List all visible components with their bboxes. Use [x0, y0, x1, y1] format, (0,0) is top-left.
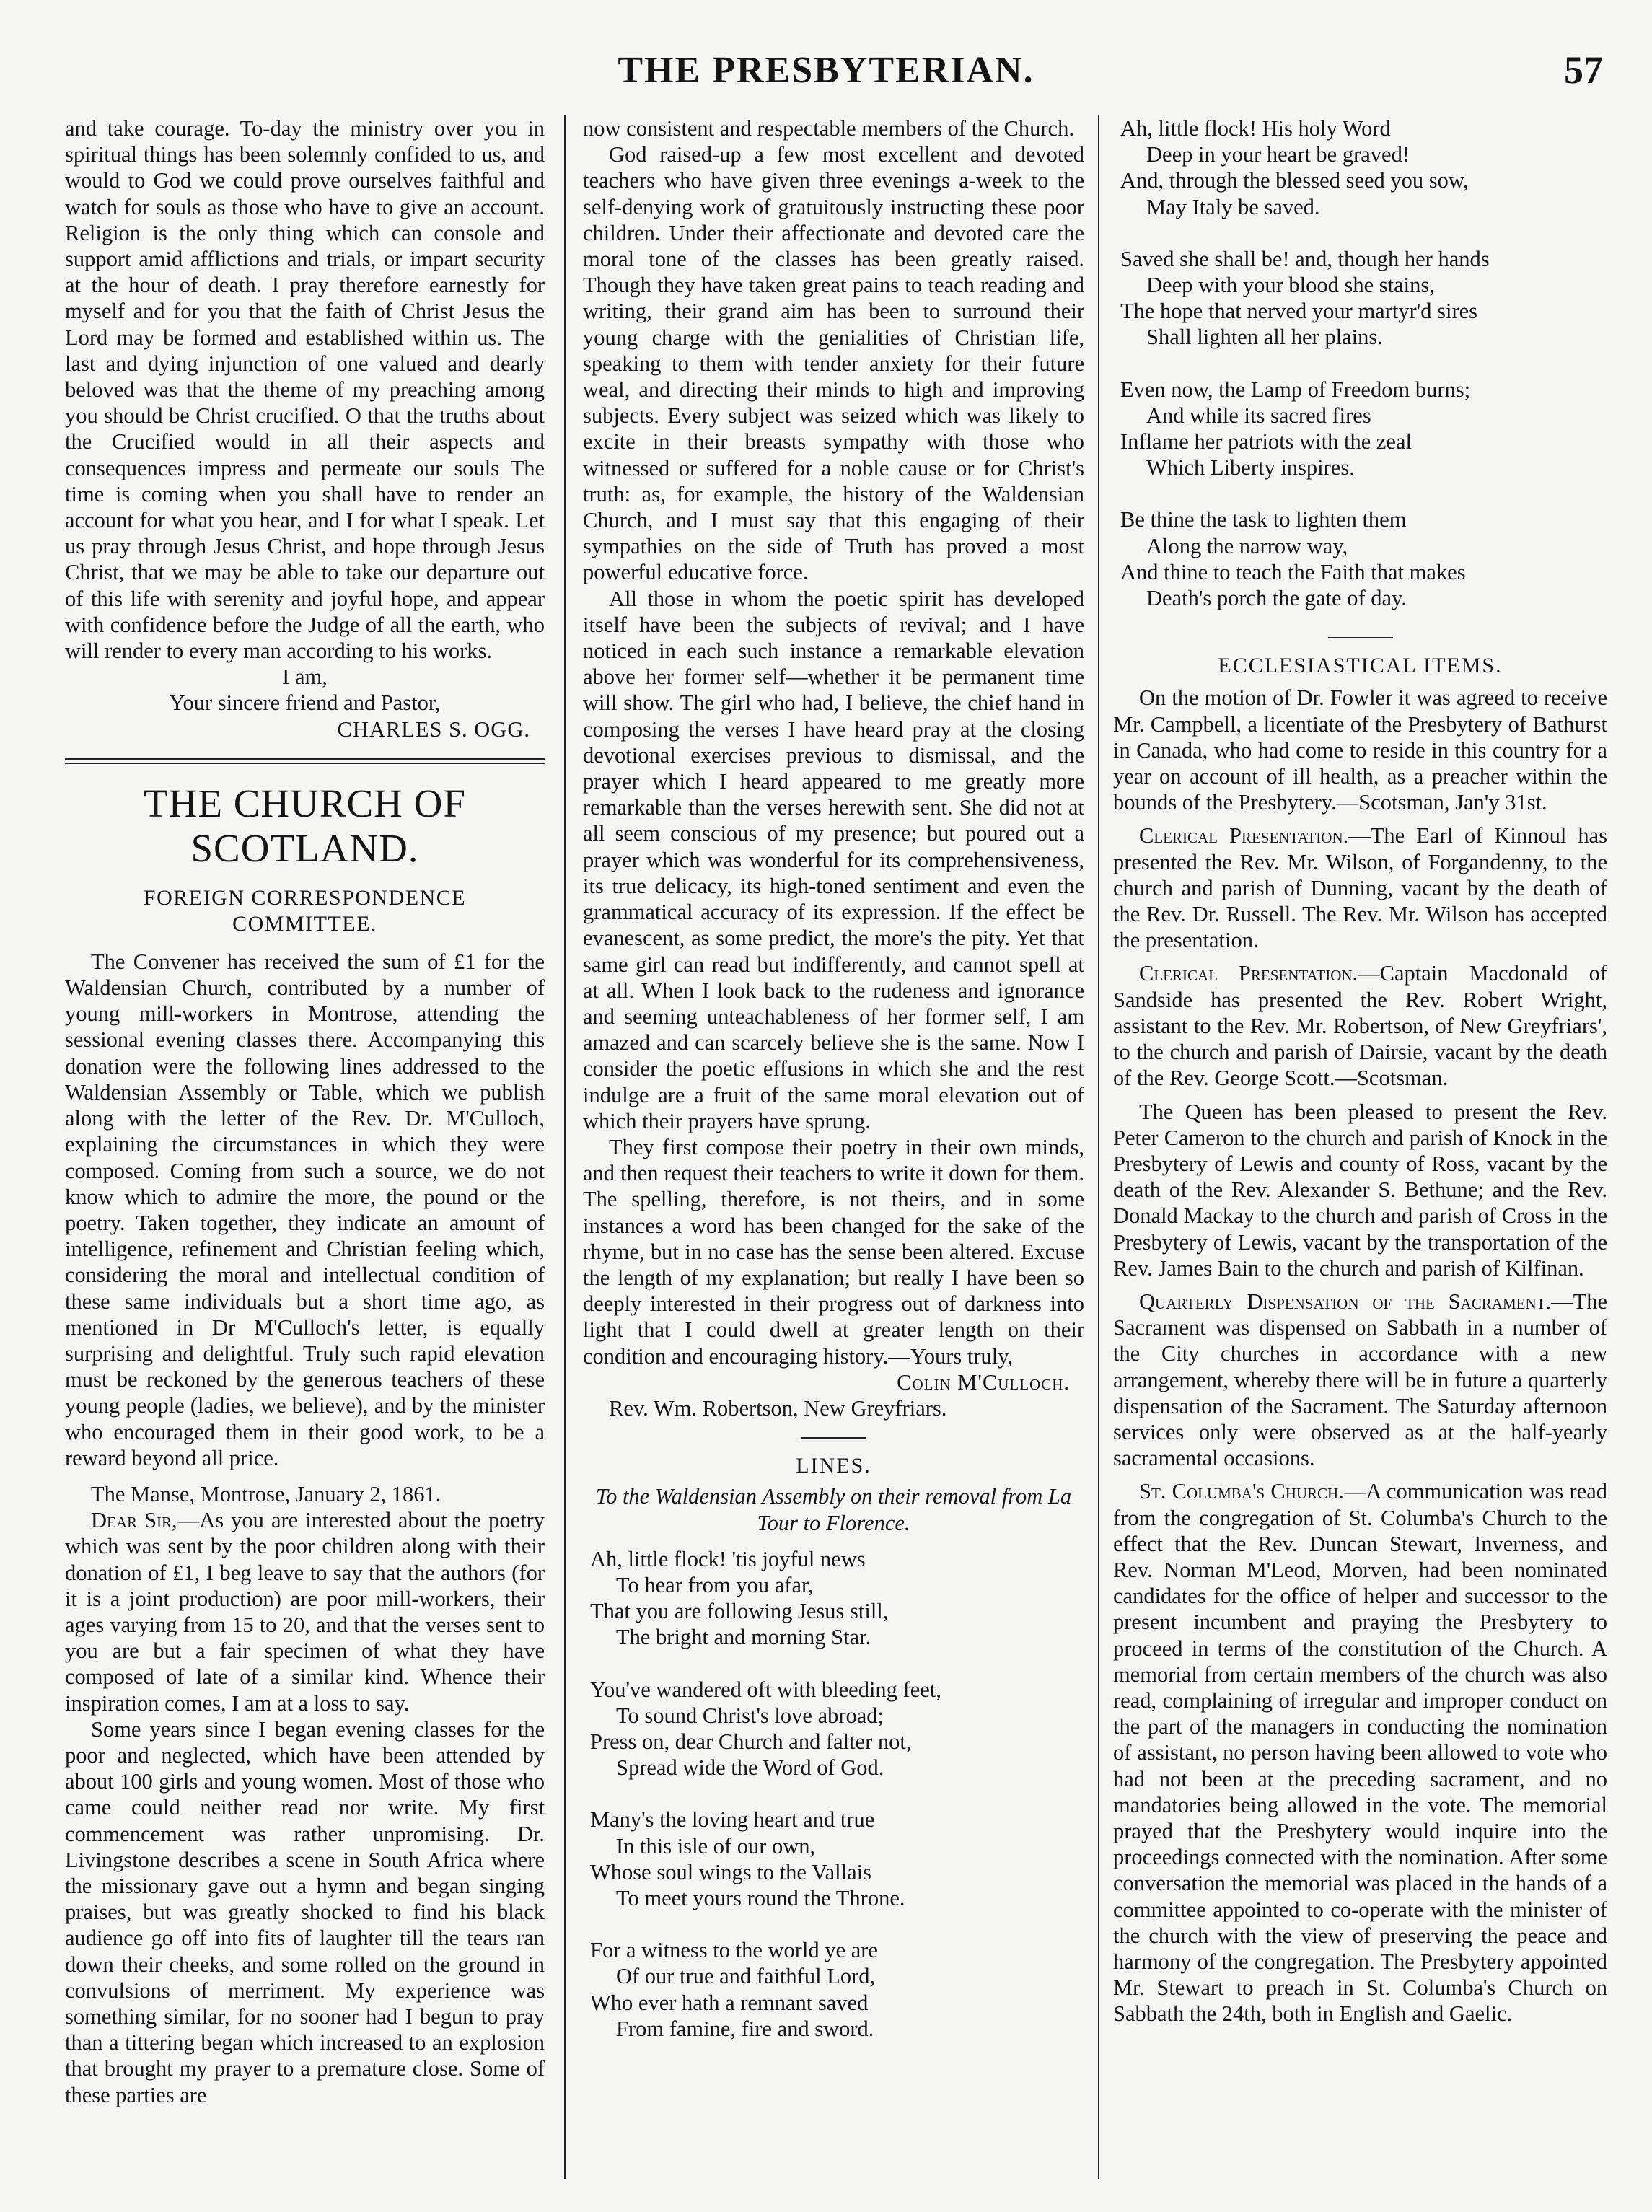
letter-paragraph: Some years since I began evening classes for the poor and neglected, which have been attended by about 100 girls and young women. Most of those who came could neither read nor write. My first commencement was rather unpromising. Dr. Livingstone describes a scene in South Africa where the missionary gave out a hymn and began singing praises, but was greatly shocked to find his black audience go off into fits of laughter till the tears ran down their cheeks, and some rolled on the ground in convulsions of merriment. My experience was something similar, for no sooner had I begun to pray than a tittering began which increased to an explosion that brought my prayer to a premature close. Some of these parties are — [65, 1716, 545, 2107]
poem-line: Which Liberty inspires. — [1146, 455, 1355, 480]
section-title: THE CHURCH OF SCOTLAND. — [144, 781, 466, 870]
poem-line: In this isle of our own, — [616, 1833, 816, 1858]
poem-stanza — [1120, 246, 1607, 351]
poem-subtitle: To the Waldensian Assembly on their removal from La Tour to Florence. — [595, 1484, 1072, 1535]
poem-stanza — [590, 1807, 1084, 1911]
item-text: —The Earl of Kinnoul has presented the Rev. Mr. Wilson, of Forgandenny, to the church and parish of Dunning, vacant by the death of the Rev. Dr. Russell. The Rev. Mr. Wilson has accepted the presentation. — [1113, 823, 1607, 953]
poem-stanza — [590, 1937, 1084, 2042]
page-header — [0, 36, 1652, 94]
poem-line: Of our true and faithful Lord, — [616, 1964, 876, 1989]
poem-line: To hear from you afar, — [616, 1572, 814, 1597]
poem-line: To sound Christ's love abroad; — [616, 1703, 884, 1728]
poem-line: And thine to teach the Faith that makes — [1120, 559, 1466, 584]
poem-stanza — [1120, 115, 1607, 220]
poem-line: Be thine the task to lighten them — [1120, 507, 1407, 532]
poem-line: You've wandered oft with bleeding feet, — [590, 1677, 941, 1702]
item-heading: Clerical Presentation. — [1139, 961, 1358, 986]
poem-line: Death's porch the gate of day. — [1146, 586, 1407, 611]
poem-line: Inflame her patriots with the zeal — [1120, 429, 1412, 455]
poem-stanza — [1120, 377, 1607, 481]
news-item — [1113, 1478, 1607, 2027]
column-1 — [65, 115, 545, 2108]
news-item: The Queen has been pleased to present the Rev. Peter Cameron to the church and parish of Knock in the Presbytery of Lewis and county of Ross, vacant by the death of the Rev. Alexander S. Bethune; and the Rev. Donald Mackay to the church and parish of Cross in the Presbytery of Lewis, vacant by the transportation of the Rev. James Bain to the church and parish of Kilfinan. — [1113, 1099, 1607, 1281]
column-2 — [583, 115, 1084, 2068]
letter-paragraph: now consistent and respectable members of the Church. — [583, 116, 1074, 141]
letter-signature: Colin M'Culloch. — [897, 1369, 1070, 1395]
column-3 — [1113, 115, 1607, 2027]
letter-dateline: The Manse, Montrose, January 2, 1861. — [91, 1481, 441, 1506]
poem-line: The hope that nerved your martyr'd sires — [1120, 299, 1478, 324]
poem-line: Ah, little flock! 'tis joyful news — [590, 1546, 866, 1571]
poem-line: The bright and morning Star. — [616, 1625, 871, 1650]
section-divider — [801, 1437, 866, 1439]
poem-stanza — [590, 1546, 1084, 1651]
item-text: —The Sacrament was dispensed on Sabbath in a number of the City churches in accordance with a new arrangement, whereby there will be in future a quarterly dispensation of the Sacrament. The Saturday afternoon services only were observed as at the half-yearly sacramental occasions. — [1113, 1289, 1607, 1471]
news-item — [1113, 822, 1607, 953]
letter-paragraph: All those in whom the poetic spirit has developed itself have been the subjects of revival; and I have noticed in each such instance a remarkable elevation above her former self—whether it be permanent time will show. The girl who had, I believe, the chief hand in composing the verses I have heard pray at the closing devotional exercises previous to dismissal, and the prayer which I heard appeared to me greatly more remarkable than the verses herewith sent. She did not at all seem conscious of my presence; but poured out a prayer which was wonderful for its comprehensiveness, its true delicacy, its high-toned sentiment and even the grammatical accuracy of its expression. If the effect be evanescent, as some predict, the more's the pity. Yet that same girl can read but indifferently, and cannot spell at at all. When I look back to the rudeness and ignorance and seeming unteachableness of her former self, I am amazed and can scarcely believe she is the same. Now I consider the poetic effusions in which she and the rest indulge are a fruit of the same moral elevation out of which their prayers have sprung. — [583, 586, 1084, 1133]
poem-line: Deep with your blood she stains, — [1146, 273, 1435, 298]
poem-line: May Italy be saved. — [1146, 194, 1320, 219]
poem-line: To meet yours round the Throne. — [616, 1886, 905, 1910]
poem-line: Saved she shall be! and, though her hands — [1120, 246, 1490, 271]
poem-title: LINES. — [796, 1454, 871, 1478]
letter-signature: CHARLES S. OGG. — [337, 716, 530, 742]
letter-paragraph: They first compose their poetry in their own minds, and then request their teachers to write it down for them. The spelling, therefore, is not theirs, and in some instances a word has been changed for the sake of the rhyme, but in no case has the sense been altered. Excuse the length of my explanation; but really I have been so deeply interested in their progress out of darkness into light that I could dwell at greater length on their condition and encouraging history.—Yours truly, — [583, 1134, 1084, 1369]
poem-line: That you are following Jesus still, — [590, 1599, 889, 1624]
column-rule — [1098, 115, 1099, 2179]
article-subhead — [65, 885, 545, 937]
poem-line: From famine, fire and sword. — [616, 2016, 874, 2041]
letter-closing: Your sincere friend and Pastor, — [169, 690, 441, 716]
item-heading: Clerical Presentation. — [1139, 823, 1349, 848]
letter-paragraph: God raised-up a few most excellent and devoted teachers who have given three evenings a-week to the self-denying work of gratuitously instructing these poor children. Under their affectionate and devoted care the moral tone of the classes has been greatly raised. Though they have taken great pains to teach reading and writing, their grand aim has been to surround their young charge with the genialities of Christian life, speaking to them with tender anxiety for their future weal, and directing their minds to high and improving subjects. Every subject was seized which was likely to excite in their breasts sympathy with those who witnessed or suffered for a noble cause or for Christ's truth: as, for example, the history of the Waldensian Church, and I must say that this engaging of their sympathies on the side of Truth has proved a most powerful educative force. — [583, 142, 1084, 585]
poem-line: And while its sacred fires — [1146, 403, 1371, 428]
running-head: THE PRESBYTERIAN. — [618, 50, 1034, 91]
section-divider — [65, 758, 545, 764]
poem-line: Press on, dear Church and falter not, — [590, 1729, 912, 1754]
column-rule — [564, 115, 566, 2179]
section-divider — [1328, 637, 1393, 638]
page-number: 57 — [1564, 48, 1603, 92]
poem-stanza — [1120, 506, 1607, 611]
poem-line: For a witness to the world ye are — [590, 1938, 878, 1963]
poem-line: Many's the loving heart and true — [590, 1807, 875, 1833]
poem-stanza — [590, 1677, 1084, 1781]
poem-line: Ah, little flock! His holy Word — [1120, 116, 1391, 141]
item-text: —Captain Macdonald of Sandside has presented the Rev. Robert Wright, assistant to the Rev. Mr. Robertson, of New Greyfriars', to the church and parish of Dairsie, vacant by the death of the Rev. George Scott.—Scotsman. — [1113, 961, 1607, 1091]
poem-line: Even now, the Lamp of Freedom burns; — [1120, 377, 1471, 402]
letter-closing: I am, — [282, 664, 328, 690]
poem-line: Shall lighten all her plains. — [1146, 325, 1383, 350]
poem-line: Whose soul wings to the Vallais — [590, 1859, 871, 1884]
news-item — [1113, 960, 1607, 1091]
letter-paragraph: and take courage. To-day the ministry over you in spiritual things has been solemnly confided to us, and would to God we could prove ourselves faithful and watch for souls as those who have to give an account. Religion is the only thing which can console and support amid afflictions and trials, or impart security at the hour of death. I pray therefore earnestly for myself and for you that the faith of Christ Jesus the Lord may be formed and established within us. The last and dying injunction of one valued and dearly beloved was that the theme of my preaching among you should be Christ crucified. O that the truths about the Crucified would in all their aspects and consequences impress and permeate our souls The time is coming when you shall have to render an account for what you hear, and I for what I speak. Let us pray through Jesus Christ, and hope through Jesus Christ, that we may be able to take our departure out of this life with serenity and joyful hope, and appear with confidence before the Judge of all the earth, who will render to every man according to his works. — [65, 116, 545, 664]
item-heading: St. Columba's Church. — [1139, 1479, 1344, 1504]
subhead-line: COMMITTEE. — [232, 911, 377, 936]
letter-paragraph — [65, 1507, 545, 1716]
poem-line: Spread wide the Word of God. — [616, 1755, 884, 1781]
subhead-line: FOREIGN CORRESPONDENCE — [143, 885, 467, 910]
poem-line: And, through the blessed seed you sow, — [1120, 168, 1469, 193]
salutation: Dear Sir, — [91, 1508, 177, 1533]
poem-line: Deep in your heart be graved! — [1146, 142, 1410, 167]
letter-text: —As you are interested about the poetry which was sent by the poor children along with their donation of £1, I beg leave to say that the authors (for it is a joint production) are poor mill-workers, their ages varying from 15 to 20, and that the verses sent to you are but a fair specimen of what they have composed of late of a similar kind. Whence their inspiration comes, I am at a loss to say. — [65, 1508, 545, 1716]
letter-addressee: Rev. Wm. Robertson, New Greyfriars. — [609, 1395, 947, 1421]
item-heading: Quarterly Dispensation of the Sacrament. — [1139, 1289, 1552, 1314]
news-item: On the motion of Dr. Fowler it was agreed to receive Mr. Campbell, a licentiate of the Presbytery of Bathurst in Canada, who had come to reside in this country for a year on account of ill health, as a preacher within the bounds of the Presbytery.—Scotsman, Jan'y 31st. — [1113, 685, 1607, 815]
item-text: —A communication was read from the congregation of St. Columba's Church to the effect that the Rev. Duncan Stewart, Inverness, and Rev. Norman M'Leod, Morven, had been nominated candidates for the office of helper and successor to the present incumbent and praying the Presbytery to proceed in terms of the constitution of the Church. A memorial from certain members of the church was also read, complaining of irregular and improper conduct on the part of the managers in conducting the nomination of assistant, no person having been allowed to vote who had not been at the preceding sacrament, and no mandatories being allowed in the vote. The memorial prayed that the Presbytery would inquire into the proceedings connected with the nomination. After some conversation the memorial was placed in the hands of a committee appointed to co-operate with the minister of the church with the view of preserving the peace and harmony of the congregation. The Presbytery appointed Mr. Stewart to preach in St. Columba's Church on Sabbath the 24th, both in English and Gaelic. — [1113, 1479, 1607, 2027]
convener-paragraph: The Convener has received the sum of £1 for the Waldensian Church, contributed by a number of young mill-workers in Montrose, attending the sessional evening classes there. Accompanying this donation were the following lines addressed to the Waldensian Assembly or Table, which we publish along with the letter of the Rev. Dr. M'Culloch, explaining the circumstances in which they were composed. Coming from such a source, we do not know which to admire the more, the pound or the poetry. Taken together, they indicate an amount of intelligence, refinement and Christian feeling which, considering the moral and intellectual condition of these same individuals but a short time ago, as mentioned in Dr M'Culloch's letter, is equally surprising and delightful. Truly such rapid elevation must be reckoned by the generous teachers of these young people (ladies, we believe), and by the minister who encouraged them in their good work, to be a reward beyond all price. — [65, 949, 545, 1470]
section-heading: ECCLESIASTICAL ITEMS. — [1218, 654, 1503, 678]
poem-line: Who ever hath a remnant saved — [590, 1990, 869, 2015]
news-item — [1113, 1289, 1607, 1471]
poem-line: Along the narrow way, — [1146, 533, 1348, 558]
